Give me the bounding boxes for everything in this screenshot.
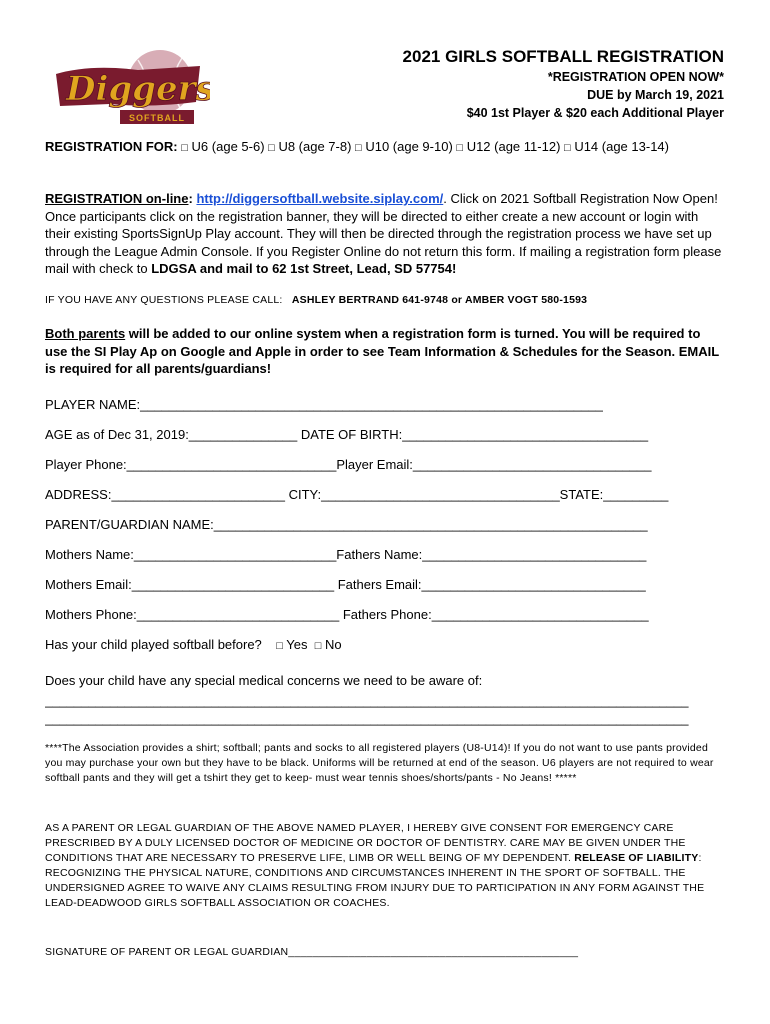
address-field[interactable]: ADDRESS:________________________ CITY:_________________________________STATE:_________ — [45, 487, 669, 502]
parent-names-field[interactable]: Mothers Name:____________________________Fathers Name:_______________________________ — [45, 547, 647, 562]
checkbox-no[interactable]: □ No — [314, 637, 342, 652]
registration-for-label: REGISTRATION FOR: — [45, 139, 178, 154]
signature-line[interactable]: SIGNATURE OF PARENT OR LEGAL GUARDIAN________________________________________________ — [45, 946, 579, 958]
consent-paragraph — [45, 821, 725, 911]
parent-emails-field[interactable]: Mothers Email:____________________________ Fathers Email:_______________________________ — [45, 577, 646, 592]
parent-phones-field[interactable]: Mothers Phone:____________________________ Fathers Phone:______________________________ — [45, 607, 649, 622]
checkbox-u12[interactable]: □ U12 (age 11-12) — [456, 139, 561, 154]
player-phone-email-field[interactable]: Player Phone:_____________________________Player Email:_________________________________ — [45, 457, 652, 472]
open-now: *REGISTRATION OPEN NOW* — [547, 70, 724, 84]
checkbox-u10[interactable]: □ U10 (age 9-10) — [355, 139, 453, 154]
medical-line-2[interactable]: _________________________________________________________________________________________ — [45, 711, 689, 726]
contacts: ASHLEY BERTRAND 641-9748 or AMBER VOGT 580-1593 — [291, 294, 588, 306]
checkbox-yes[interactable]: □ Yes — [276, 637, 308, 652]
parents-note-body: will be added to our online system when a registration form is turned. You will be required to use the SI Play Ap on Google and Apple in order to see Team Information & Schedules for the Season. EMAIL is required for all parents/guardians! — [45, 326, 719, 376]
form-title: 2021 GIRLS SOFTBALL REGISTRATION — [402, 47, 724, 66]
online-label: REGISTRATION on-line — [45, 191, 189, 206]
fee-info: $40 1st Player & $20 each Additional Player — [466, 106, 724, 120]
checkbox-u8[interactable]: □ U8 (age 7-8) — [268, 139, 352, 154]
registration-for — [45, 138, 725, 158]
parents-note — [45, 325, 725, 378]
checkbox-u14[interactable]: □ U14 (age 13-14) — [564, 139, 669, 154]
guardian-name-field[interactable]: PARENT/GUARDIAN NAME:____________________________________________________________ — [45, 517, 648, 532]
played-before-question: Has your child played softball before? — [45, 637, 262, 652]
due-date: DUE by March 19, 2021 — [587, 88, 724, 102]
consent-part2: : RECOGNIZING THE PHYSICAL NATURE, CONDITIONS AND CIRCUMSTANCES INHERENT IN THE SPORT OF SOFTBALL. THE UNDERSIGNED AGREE TO WAIVE ANY CLAIMS RESULTING FROM INJURY DUE TO PARTICIPATION IN ANY FORM AGAINST THE LEAD-DEADWOOD GIRLS SOFTBALL ASSOCIATION OR COACHES. — [45, 852, 705, 909]
release-of-liability: RELEASE OF LIABILITY — [574, 852, 699, 864]
played-before — [45, 636, 725, 655]
logo-wordmark: Diggers — [66, 69, 210, 109]
registration-link[interactable]: http://diggersoftball.website.siplay.com/ — [196, 191, 444, 206]
mailing-address: LDGSA and mail to 62 1st Street, Lead, SD 57754! — [151, 261, 457, 276]
checkbox-u6[interactable]: □ U6 (age 5-6) — [181, 139, 265, 154]
parents-note-lead: Both parents — [45, 326, 126, 341]
form-header — [403, 46, 724, 122]
diggers-logo — [50, 44, 210, 130]
medical-line-1[interactable]: _________________________________________________________________________________________ — [45, 693, 689, 708]
age-dob-field[interactable]: AGE as of Dec 31, 2019:_______________ DATE OF BIRTH:__________________________________ — [45, 427, 649, 442]
uniform-note: ****The Association provides a shirt; softball; pants and socks to all registered players (U8-U14)! If you do not want to use pants provided you may purchase your own but they have to be black. Uniforms will be returned at end of the season. U6 players are not required to wear softball pants and they will get a tshirt they get to keep- must wear tennis shoes/shorts/pants - No Jeans! ***** — [45, 742, 714, 784]
questions-label: IF YOU HAVE ANY QUESTIONS PLEASE CALL: — [45, 294, 283, 306]
online-registration-paragraph: REGISTRATION on-line: http://diggersoftball.website.siplay.com/. Click on 2021 Softball Registration Now Open! Once participants click on the registration banner, they will be directed to either create a new account or login with their existing SportsSignUp Play account. They will then be directed through the registration process we have set up through the League Admin Console. If you Register Online do not return this form. If mailing a registration form please mail with check to LDGSA and mail to 62 1st Street, Lead, SD 57754! — [45, 191, 722, 276]
logo-subtext: SOFTBALL — [129, 113, 185, 123]
consent-part1: AS A PARENT OR LEGAL GUARDIAN OF THE ABOVE NAMED PLAYER, I HEREBY GIVE CONSENT FOR EMERGENCY CARE PRESCRIBED BY A DULY LICENSED DOCTOR OF MEDICINE OR DOCTOR OF DENTISTRY. CARE MAY BE GIVEN UNDER THE CONDITIONS THAT ARE NECESSARY TO PRESERVE LIFE, LIMB OR WELL BEING OF MY DEPENDENT. — [45, 822, 686, 864]
questions-line — [45, 293, 725, 308]
medical-question: Does your child have any special medical concerns we need to be aware of: — [45, 673, 483, 688]
online-body: . Click on 2021 Softball Registration Now Open! Once participants click on the registration banner, they will be directed to either create a new account or login with their existing SportsSignUp Play account. They will then be directed through the registration process we have set up through the League Admin Console. If you Register Online do not return this form. If mailing a registration form please mail with check to — [45, 191, 722, 276]
player-name-field[interactable]: PLAYER NAME:________________________________________________________________ — [45, 397, 603, 412]
